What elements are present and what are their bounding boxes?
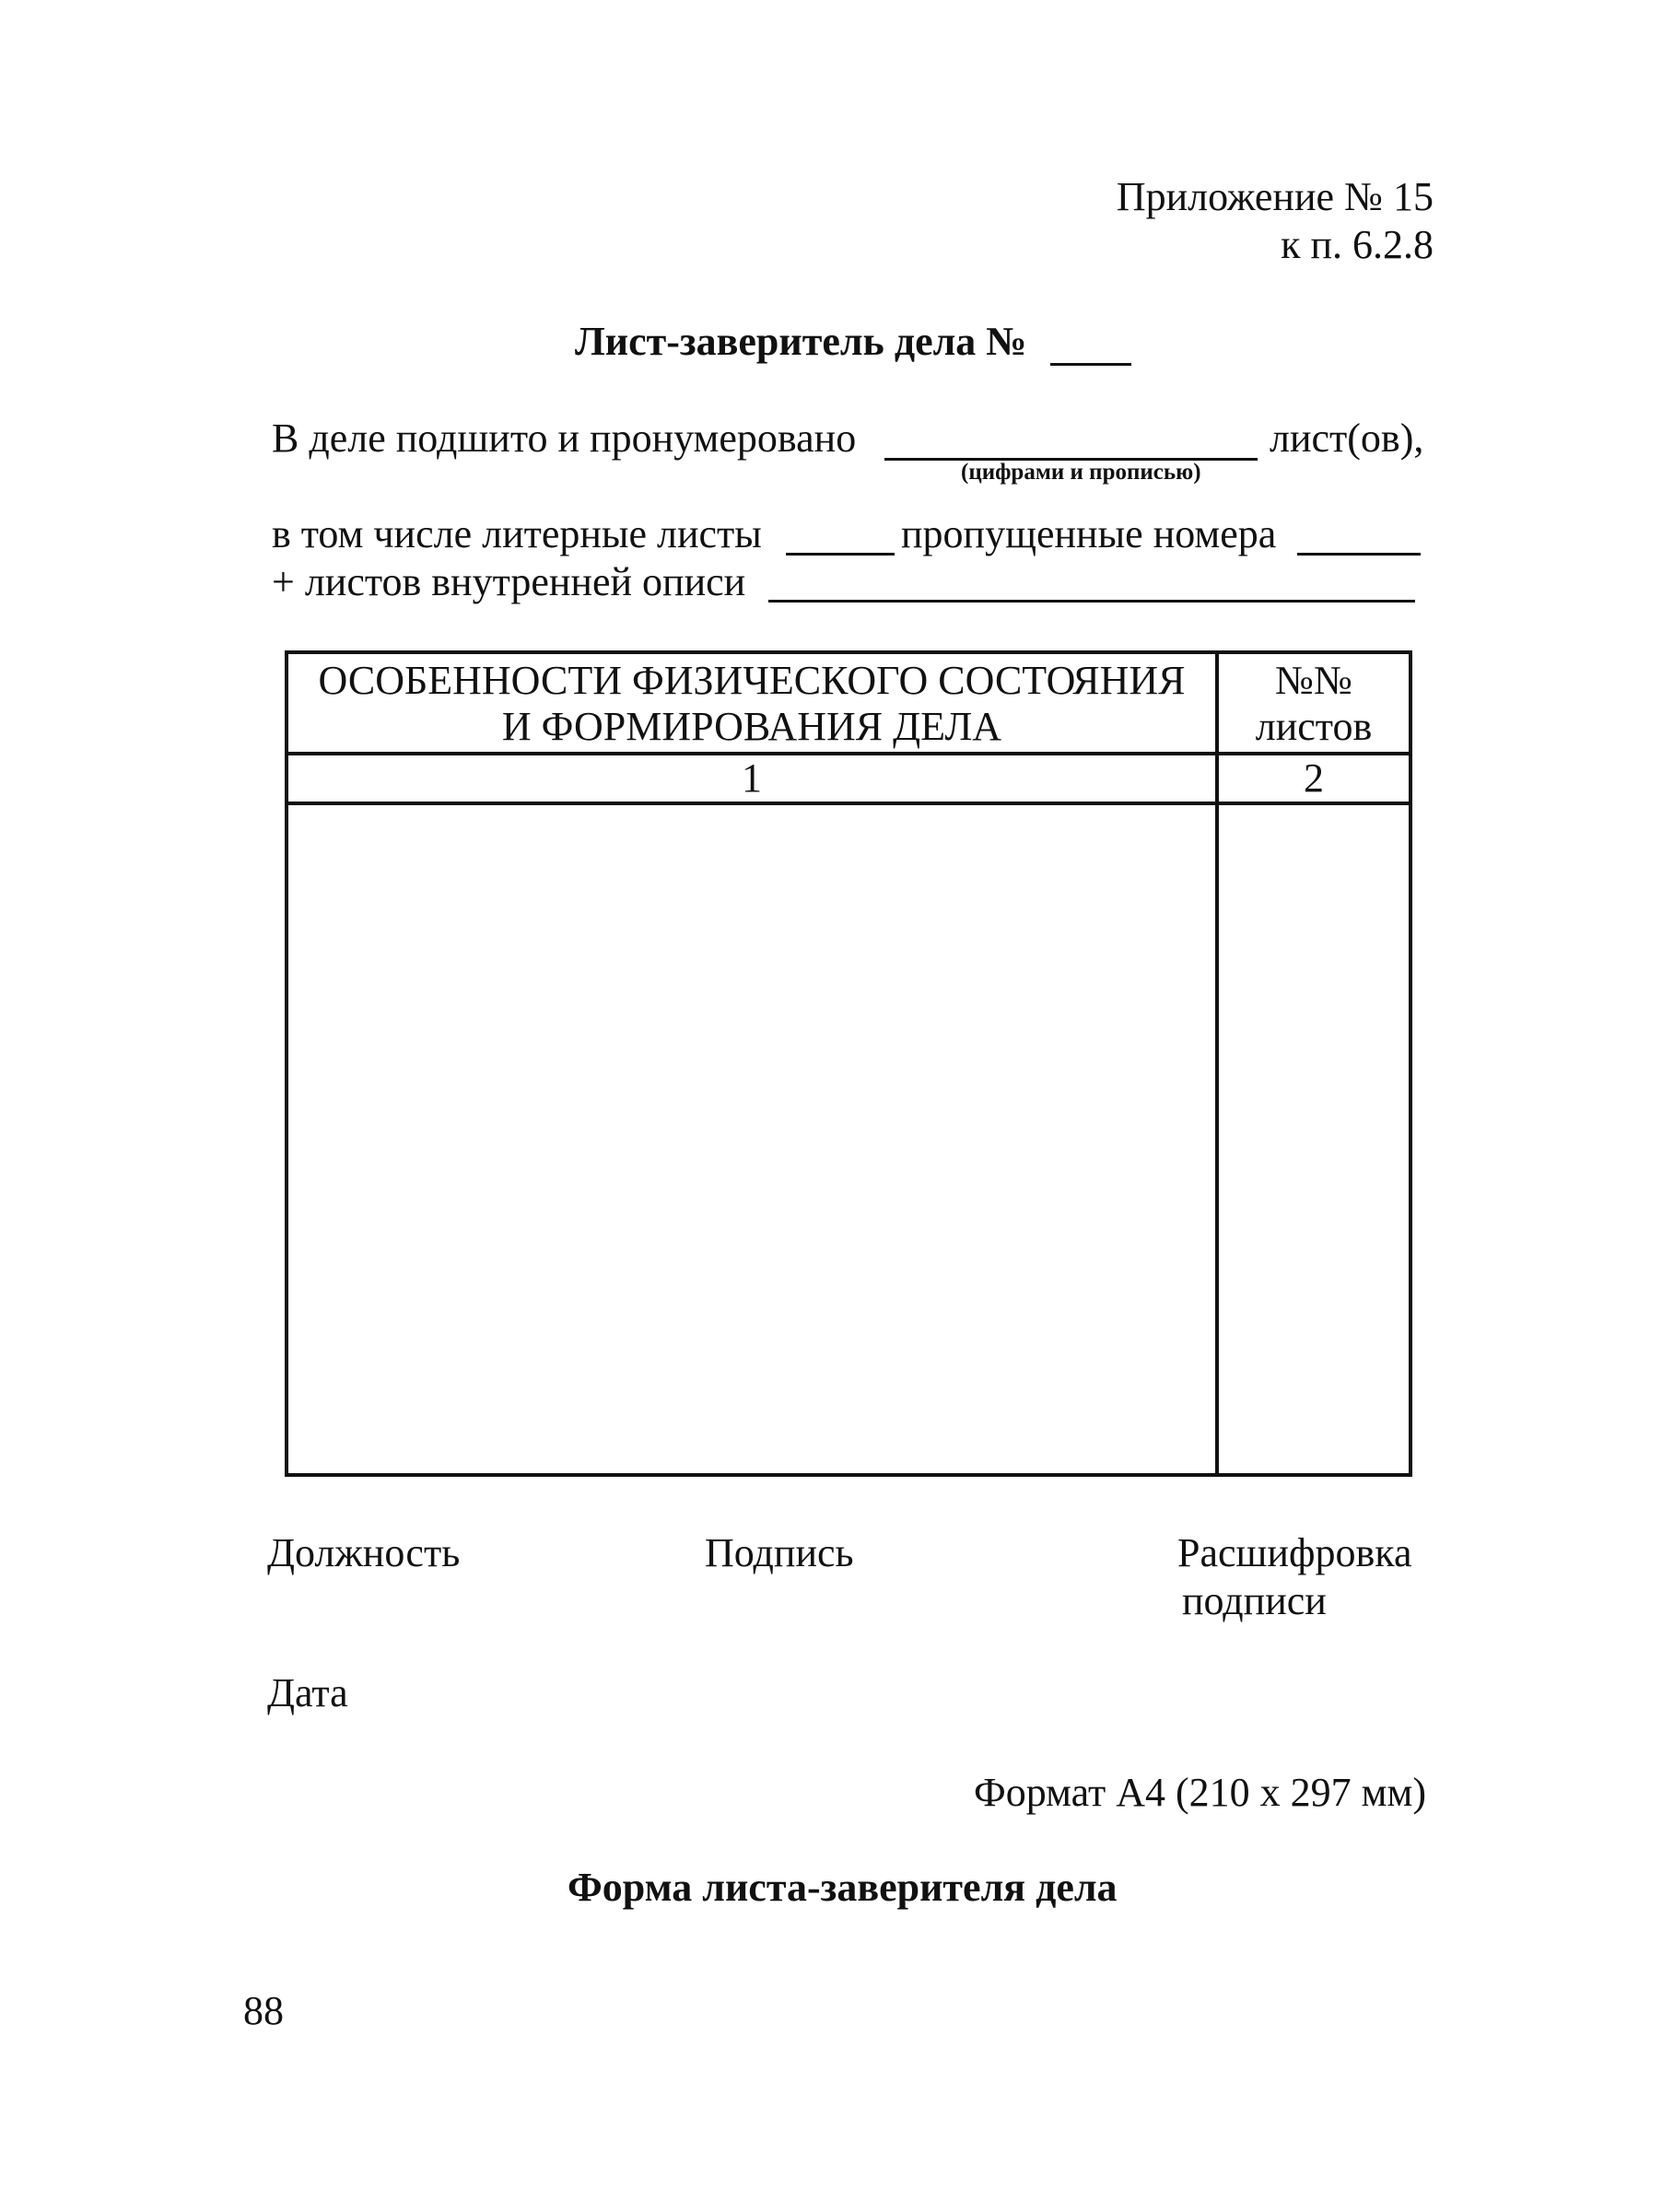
- form-title: Лист-заверитель дела №: [575, 319, 1027, 364]
- case-number-blank[interactable]: [1050, 363, 1131, 366]
- table-header-sheet-numbers-line1: №№: [1275, 658, 1352, 703]
- appendix-label: Приложение № 15: [1116, 174, 1434, 219]
- figure-caption: Форма листа-заверителя дела: [568, 1865, 1118, 1910]
- date-label: Дата: [267, 1670, 348, 1715]
- position-label: Должность: [267, 1530, 461, 1575]
- internal-inventory-blank[interactable]: [768, 600, 1415, 603]
- table-header-features-line1: ОСОБЕННОСТИ ФИЗИЧЕСКОГО СОСТОЯНИЯ: [318, 658, 1186, 703]
- table-header-features-line2: И ФОРМИРОВАНИЯ ДЕЛА: [501, 704, 1002, 749]
- sheets-unit-label: лист(ов),: [1270, 415, 1424, 461]
- signature-label: Подпись: [705, 1530, 854, 1575]
- page-number: 88: [243, 1988, 284, 2033]
- signature-decoding-label-line2: подписи: [1182, 1578, 1327, 1623]
- sheets-count-hint: (цифрами и прописью): [961, 460, 1201, 485]
- skipped-numbers-label: пропущенные номера: [901, 511, 1277, 556]
- letter-sheets-label: в том числе литерные листы: [272, 511, 762, 556]
- table-column-number-1: 1: [742, 755, 762, 801]
- case-features-table: [285, 650, 1412, 1477]
- table-header-sheet-numbers: [1219, 658, 1409, 750]
- table-features-cell[interactable]: [288, 805, 1215, 1473]
- letter-sheets-blank[interactable]: [786, 553, 895, 556]
- table-header-features: [288, 658, 1215, 750]
- signature-decoding-label: Расшифровка: [1177, 1530, 1412, 1575]
- table-column-number-2: 2: [1304, 755, 1324, 801]
- appendix-reference: к п. 6.2.8: [1281, 222, 1434, 267]
- internal-inventory-label: + листов внутренней описи: [272, 559, 746, 604]
- skipped-numbers-blank[interactable]: [1297, 553, 1421, 556]
- table-header-sheet-numbers-line2: листов: [1255, 704, 1373, 749]
- format-note: Формат А4 (210 x 297 мм): [973, 1770, 1426, 1815]
- sheets-count-label: В деле подшито и пронумеровано: [272, 415, 857, 461]
- table-sheet-numbers-cell[interactable]: [1219, 805, 1409, 1473]
